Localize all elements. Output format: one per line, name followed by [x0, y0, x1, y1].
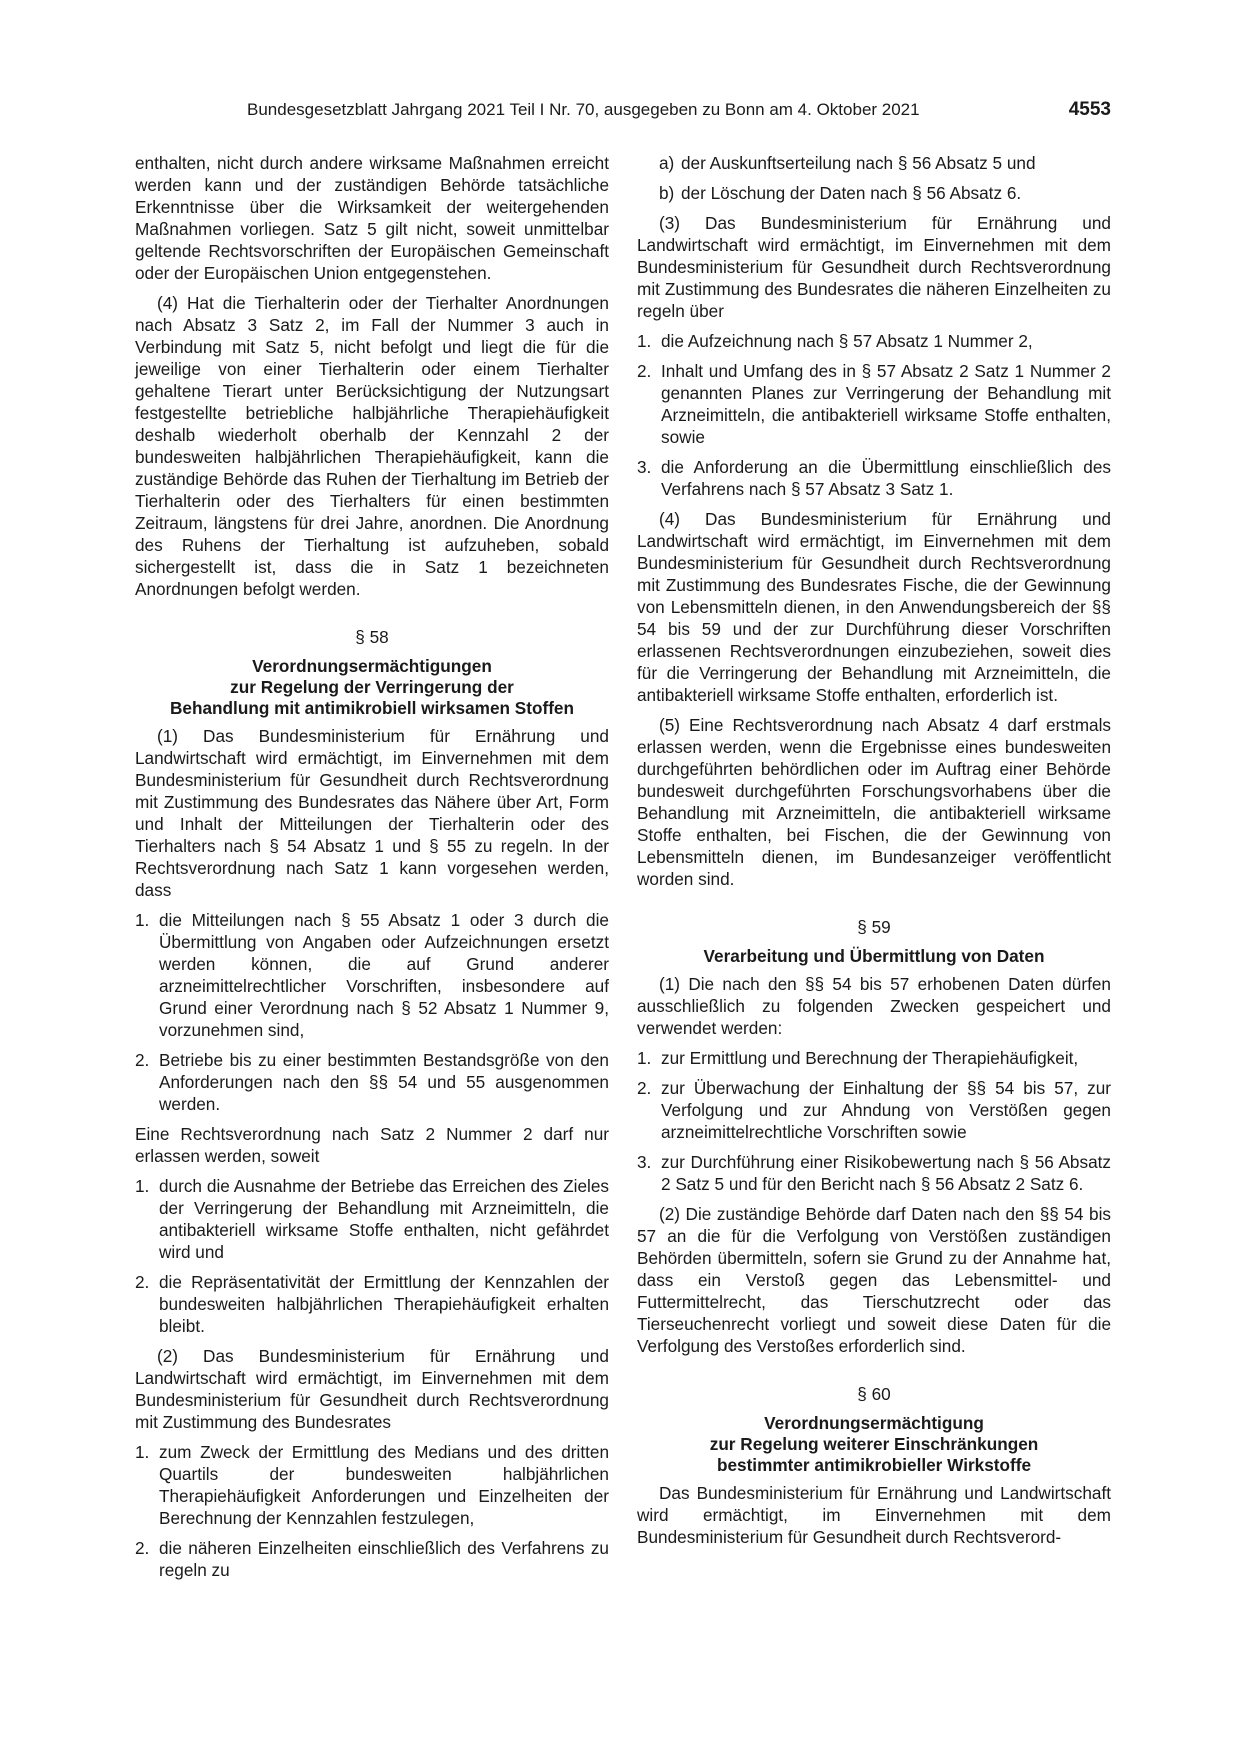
list-item	[135, 1175, 609, 1263]
list-item	[637, 1047, 1111, 1069]
list-item	[135, 909, 609, 1041]
list-text: Betriebe bis zu einer bestimmten Bestandsgröße von den Anforderungen nach den §§ 54 und 55 ausgenommen werden.	[159, 1050, 609, 1114]
list-text: zum Zweck der Ermittlung des Medians und des dritten Quartils der bundesweiten halbjährlichen Therapiehäufigkeit Anforderungen und Einzelheiten der Berechnung der Kennzahlen festzulegen,	[159, 1442, 609, 1528]
section-59-number: § 59	[857, 917, 891, 937]
section-58-number: § 58	[355, 627, 389, 647]
list-text: die Mitteilungen nach § 55 Absatz 1 oder 3 durch die Übermittlung von Angaben oder Aufzeichnungen ersetzt werden können, die auf Grund anderer arzneimittelrechtlicher Vorschriften, insbesondere auf Grund einer Verordnung nach § 52 Absatz 1 Nummer 9, vorzunehmen sind,	[159, 910, 609, 1040]
list-number: 2.	[135, 1272, 150, 1292]
list-item	[637, 456, 1111, 500]
list-number: 1.	[637, 331, 652, 351]
section-60-number: § 60	[857, 1384, 891, 1404]
list-number: 1.	[135, 1176, 150, 1196]
list-text: die Aufzeichnung nach § 57 Absatz 1 Nummer 2,	[661, 331, 1033, 351]
list-number: 3.	[637, 457, 652, 477]
list-item	[637, 330, 1111, 352]
list-number: 1.	[135, 1442, 150, 1462]
paragraph-57-4: (4) Hat die Tierhalterin oder der Tierhalter Anordnungen nach Absatz 3 Satz 2, im Fall der Nummer 3 auch in Verbindung mit Satz 5, nicht befolgt und liegt die für die jeweilige von einer Tierhalterin oder einem Tierhalter gehaltene Tierart unter Berücksichtigung der Nutzungsart festgestellte betriebliche halbjährliche Therapiehäufigkeit deshalb wiederholt oberhalb der Kennzahl 2 der bundesweiten halbjährlichen Therapiehäufigkeit, kann die zuständige Behörde das Ruhen der Tierhaltung im Betrieb der Tierhalterin oder des Tierhalters für einen bestimmten Zeitraum, längstens für drei Jahre, anordnen. Die Anordnung des Ruhens der Tierhaltung ist aufzuheben, sobald sichergestellt ist, dass die in Satz 1 bezeichneten Anordnungen befolgt werden.	[135, 293, 609, 599]
paragraph-continued: enthalten, nicht durch andere wirksame Maßnahmen erreicht werden kann und der zuständigen Behörde tatsächliche Erkenntnisse über die Wirksamkeit der weitergehenden Maßnahmen vorliegen. Satz 5 gilt nicht, soweit unmittelbar geltende Rechtsvorschriften der Europäischen Gemeinschaft oder der Europäischen Union entgegenstehen.	[135, 153, 609, 283]
list-text: die näheren Einzelheiten einschließlich des Verfahrens zu regeln zu	[159, 1538, 609, 1580]
heading-line: zur Regelung weiterer Einschränkungen	[709, 1434, 1039, 1454]
sub-list-letter: a)	[659, 153, 675, 173]
list-item	[135, 1271, 609, 1337]
list-number: 2.	[135, 1538, 150, 1558]
section-59-heading	[637, 946, 1111, 967]
list-item	[135, 1537, 609, 1581]
paragraph-eine: Eine Rechtsverordnung nach Satz 2 Nummer 2 darf nur erlassen werden, soweit	[135, 1124, 609, 1166]
running-header	[135, 98, 1111, 126]
sub-list-letter: b)	[659, 183, 675, 203]
heading-line: Behandlung mit antimikrobiell wirksamen Stoffen	[170, 698, 574, 718]
list-item	[637, 1077, 1111, 1143]
page-number: 4553	[1068, 99, 1111, 120]
paragraph-58-3: (3) Das Bundesministerium für Ernährung und Landwirtschaft wird ermächtigt, im Einvernehmen mit dem Bundesministerium für Gesundheit durch Rechtsverordnung mit Zustimmung des Bundesrates die näheren Einzelheiten zu regeln über	[637, 213, 1111, 321]
list-number: 2.	[637, 361, 652, 381]
paragraph-59-1: (1) Die nach den §§ 54 bis 57 erhobenen Daten dürfen ausschließlich zu folgenden Zwecken gespeichert und verwendet werden:	[637, 974, 1111, 1038]
paragraph-59-2: (2) Die zuständige Behörde darf Daten nach den §§ 54 bis 57 an die für die Verfolgung von Verstößen zuständigen Behörden übermitteln, sofern sie Grund zu der Annahme hat, dass ein Verstoß gegen das Lebensmittel- und Futtermittelrecht, das Tierschutzrecht oder das Tierseuchenrecht vorliegt und soweit diese Daten für die Verfolgung des Verstoßes erforderlich sind.	[637, 1204, 1111, 1356]
paragraph-58-4: (4) Das Bundesministerium für Ernährung und Landwirtschaft wird ermächtigt, im Einvernehmen mit dem Bundesministerium für Gesundheit durch Rechtsverordnung mit Zustimmung des Bundesrates Fische, die der Gewinnung von Lebensmitteln dienen, in den Anwendungsbereich der §§ 54 bis 59 und der zur Durchführung dieser Vorschriften erlassenen Rechtsverordnungen einzubeziehen, soweit dies für die Verringerung der Behandlung mit Arzneimitteln, die antibakteriell wirksame Stoffe enthalten, erforderlich ist.	[637, 509, 1111, 705]
section-58-heading	[135, 656, 609, 719]
list-text: zur Durchführung einer Risikobewertung nach § 56 Absatz 2 Satz 5 und für den Bericht nach § 56 Absatz 2 Satz 6.	[661, 1152, 1111, 1194]
list-number: 2.	[135, 1050, 150, 1070]
list-text: die Anforderung an die Übermittlung einschließlich des Verfahrens nach § 57 Absatz 3 Satz 1.	[661, 457, 1111, 499]
paragraph-58-1: (1) Das Bundesministerium für Ernährung und Landwirtschaft wird ermächtigt, im Einvernehmen mit dem Bundesministerium für Gesundheit durch Rechtsverordnung mit Zustimmung des Bundesrates das Nähere über Art, Form und Inhalt der Mitteilungen der Tierhalterin oder des Tierhalters nach § 54 Absatz 1 und § 55 zu regeln. In der Rechtsverordnung nach Satz 1 kann vorgesehen werden, dass	[135, 726, 609, 900]
list-number: 1.	[135, 910, 150, 930]
heading-line: Verordnungsermächtigung	[764, 1413, 984, 1433]
heading-line: bestimmter antimikrobieller Wirkstoffe	[716, 1455, 1032, 1475]
paragraph-58-2: (2) Das Bundesministerium für Ernährung und Landwirtschaft wird ermächtigt, im Einvernehmen mit dem Bundesministerium für Gesundheit durch Rechtsverordnung mit Zustimmung des Bundesrates	[135, 1346, 609, 1432]
list-number: 3.	[637, 1152, 652, 1172]
list-item	[135, 1441, 609, 1529]
list-item	[135, 1049, 609, 1115]
list-text: zur Überwachung der Einhaltung der §§ 54 bis 57, zur Verfolgung und zur Ahndung von Verstößen gegen arzneimittelrechtliche Vorschriften sowie	[661, 1078, 1111, 1142]
sub-list-item	[637, 152, 1111, 174]
sub-list-item	[637, 182, 1111, 204]
section-60-heading	[637, 1413, 1111, 1476]
sub-list-text: der Löschung der Daten nach § 56 Absatz 6.	[681, 183, 1022, 203]
list-number: 2.	[637, 1078, 652, 1098]
left-column	[135, 152, 609, 1589]
list-text: Inhalt und Umfang des in § 57 Absatz 2 Satz 1 Nummer 2 genannten Planes zur Verringerung der Behandlung mit Arzneimitteln, die antibakteriell wirksame Stoffe enthalten, sowie	[661, 361, 1111, 447]
list-item	[637, 1151, 1111, 1195]
paragraph-60: Das Bundesministerium für Ernährung und Landwirtschaft wird ermächtigt, im Einvernehmen mit dem Bundesministerium für Gesundheit durch Rechtsverord-	[637, 1483, 1111, 1547]
heading-line: Verarbeitung und Übermittlung von Daten	[703, 946, 1045, 966]
right-column	[637, 152, 1111, 1556]
header-title: Bundesgesetzblatt Jahrgang 2021 Teil I Nr. 70, ausgegeben zu Bonn am 4. Oktober 2021	[247, 100, 920, 119]
sub-list-text: der Auskunftserteilung nach § 56 Absatz 5 und	[681, 153, 1036, 173]
list-text: zur Ermittlung und Berechnung der Therapiehäufigkeit,	[661, 1048, 1079, 1068]
heading-line: Verordnungsermächtigungen	[252, 656, 492, 676]
list-item	[637, 360, 1111, 448]
list-number: 1.	[637, 1048, 652, 1068]
list-text: durch die Ausnahme der Betriebe das Erreichen des Zieles der Verringerung der Behandlung mit Arzneimitteln, die antibakteriell wirksame Stoffe enthalten, nicht gefährdet wird und	[159, 1176, 609, 1262]
list-text: die Repräsentativität der Ermittlung der Kennzahlen der bundesweiten halbjährlichen Therapiehäufigkeit erhalten bleibt.	[159, 1272, 609, 1336]
heading-line: zur Regelung der Verringerung der	[230, 677, 514, 697]
paragraph-58-5: (5) Eine Rechtsverordnung nach Absatz 4 darf erstmals erlassen werden, wenn die Ergebnisse eines bundesweiten durchgeführten behördlichen oder im Auftrag einer Behörde bundesweit durchgeführten Forschungsvorhabens über die Behandlung mit Arzneimitteln, die antibakteriell wirksame Stoffe enthalten, bei Fischen, die der Gewinnung von Lebensmitteln dienen, im Bundesanzeiger veröffentlicht worden sind.	[637, 715, 1111, 889]
